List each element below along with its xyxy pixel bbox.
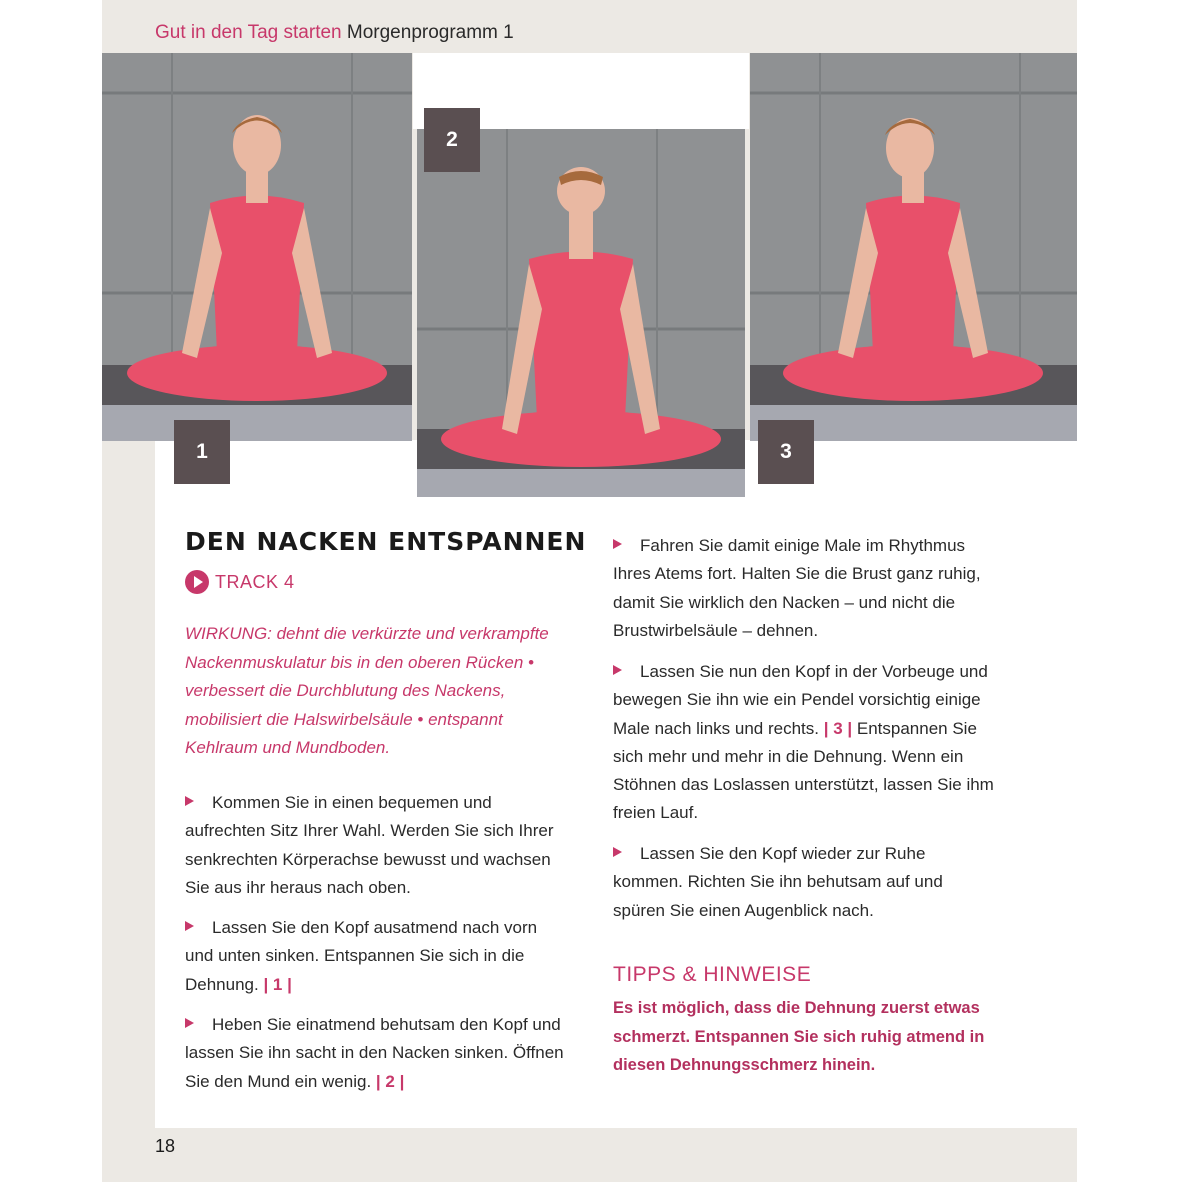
step-3: Heben Sie einatmend behutsam den Kopf und lassen Sie ihn sacht in den Nacken sinken. Öffnen Sie den Mund ein wenig. | 2 | [185, 1015, 564, 1091]
audio-track[interactable] [185, 570, 295, 594]
tips-heading: TIPPS & HINWEISE [613, 963, 812, 986]
step-5: Lassen Sie nun den Kopf in der Vorbeuge und bewegen Sie ihn wie ein Pendel vorsichtig einige Male nach links und rechts. | 3 | Entspannen Sie sich mehr und mehr in die Dehnung. Wenn ein Stöhnen das Loslassen unterstützt, lassen Sie ihm freien Lauf. [613, 662, 994, 823]
bullet-triangle-icon [185, 921, 194, 931]
page-number: 18 [155, 1136, 176, 1156]
step-1: Kommen Sie in einen bequemen und aufrechten Sitz Ihrer Wahl. Werden Sie sich Ihrer senkrechten Körperachse bewusst und wachsen Sie aus ihr heraus nach oben. [185, 793, 554, 897]
photo-reference: | 1 | [263, 974, 292, 994]
section-subtitle: Morgenprogramm 1 [346, 22, 514, 43]
play-circle-icon[interactable] [185, 570, 209, 594]
photo-step-3 [750, 53, 1077, 441]
step-4: Fahren Sie damit einige Male im Rhythmus Ihres Atems fort. Halten Sie die Brust ganz ruhig, damit Sie wirklich den Nacken – und nicht die Brustwirbelsäule – dehnen. [613, 536, 981, 640]
photo-reference: | 3 | [823, 718, 853, 738]
track-label: TRACK 4 [215, 571, 295, 592]
step-2: Lassen Sie den Kopf ausatmend nach vorn und unten sinken. Entspannen Sie sich in die Dehnung. | 1 | [185, 918, 538, 994]
tips-text: Es ist möglich, dass die Dehnung zuerst etwas schmerzt. Entspannen Sie sich ruhig atmend in diesen Dehnungsschmerz hinein. [613, 999, 985, 1074]
step-6: Lassen Sie den Kopf wieder zur Ruhe kommen. Richten Sie ihn behutsam auf und spüren Sie einen Augenblick nach. [613, 844, 943, 920]
running-header [155, 22, 514, 44]
photo-reference: | 2 | [375, 1071, 405, 1091]
exercise-title: DEN NACKEN ENTSPANNEN [185, 527, 587, 556]
bullet-triangle-icon [185, 1018, 194, 1028]
photo-badge-1: 1 [174, 420, 230, 484]
section-title: Gut in den Tag starten [155, 22, 342, 43]
bullet-triangle-icon [613, 539, 622, 549]
bullet-triangle-icon [613, 665, 622, 675]
effect-description: WIRKUNG: dehnt die verkürzte und verkrampfte Nackenmuskulatur bis in den oberen Rücken • verbessert die Durchblutung des Nackens, mobilisiert die Halswirbelsäule • entspannt Kehlraum und Mundboden. [185, 624, 549, 757]
photo-step-2 [417, 129, 745, 497]
photo-step-1 [102, 53, 412, 441]
bullet-triangle-icon [185, 796, 194, 806]
bullet-triangle-icon [613, 847, 622, 857]
photo-badge-2: 2 [424, 108, 480, 172]
photo-badge-3: 3 [758, 420, 814, 484]
